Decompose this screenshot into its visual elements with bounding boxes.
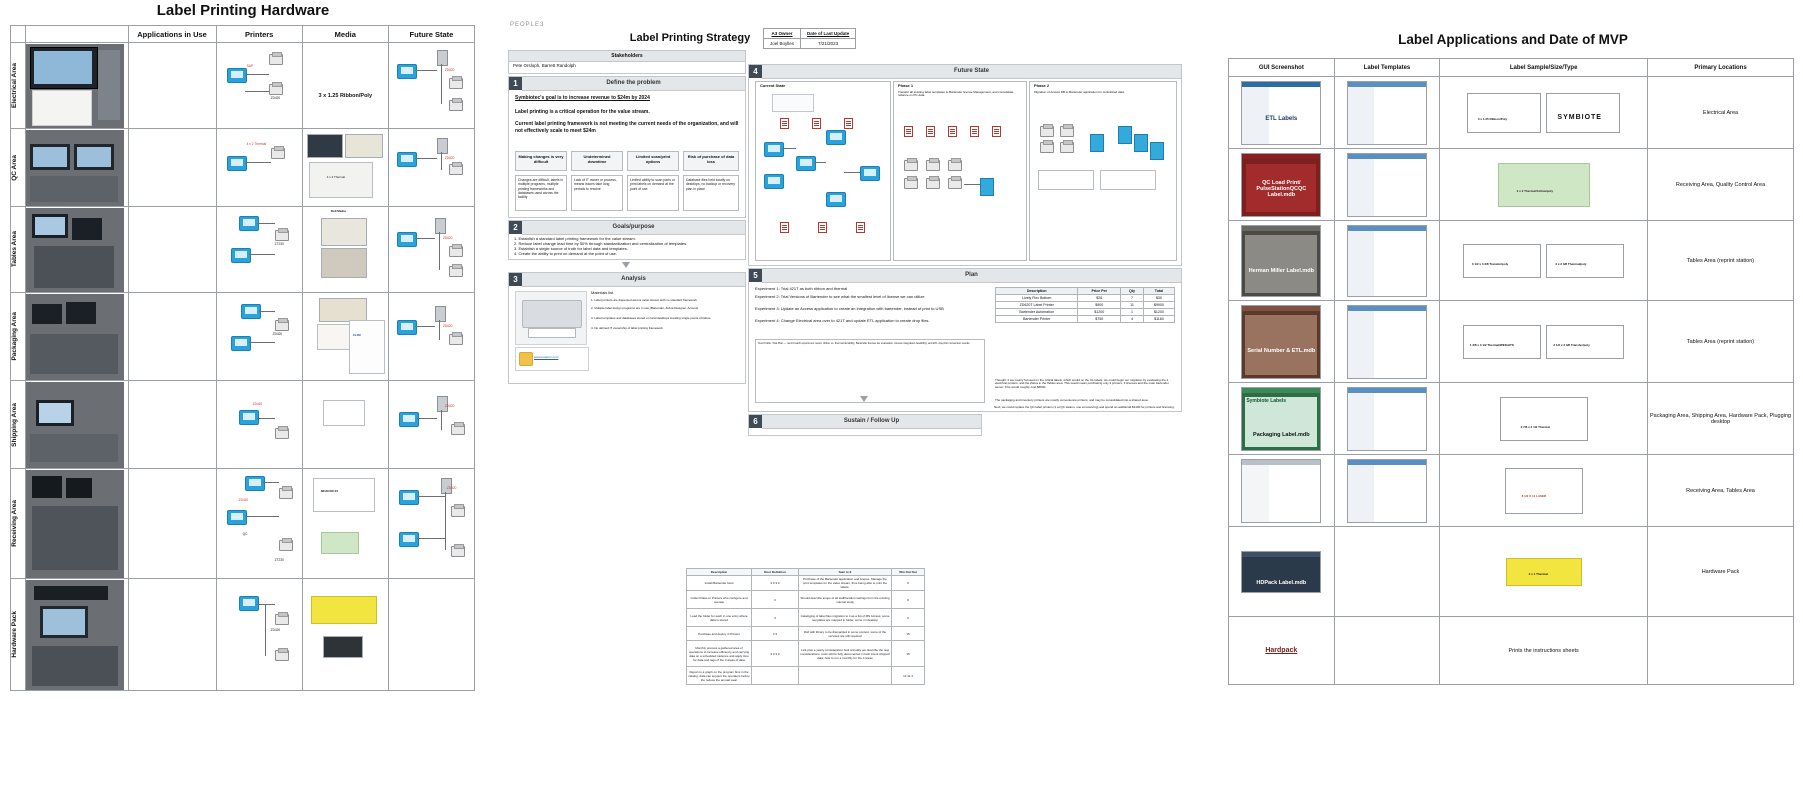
table-row (1229, 149, 1794, 221)
label-templates-cell (1334, 527, 1440, 617)
table-row (11, 129, 475, 207)
media-cell (302, 43, 388, 129)
cost-table-row: ZD620T Label Printer $900 11 $9900 (996, 302, 1175, 309)
col-header-media: Media (302, 26, 388, 43)
label-sample-cell (1440, 77, 1648, 149)
media-spec: 3 x 1.25 Ribbon/Poly (318, 92, 373, 99)
printer-illustration (515, 291, 587, 345)
applications-cell (128, 469, 216, 579)
problem-line-3: Current label printing framework is not meeting the current needs of the organization, and will not effectively scale to meet $24m (515, 121, 739, 134)
label-templates-cell (1334, 383, 1440, 455)
step-5-band: Plan (762, 269, 1181, 283)
plan-note-3: Next, we could replace the QC label printers (1 at QC station, one at receiving) and spend an additional $2100 for printers and licensing. (994, 405, 1175, 409)
table-row (1229, 455, 1794, 527)
future-state-cell (388, 43, 474, 129)
stakeholders-card (508, 50, 746, 74)
media-cell (302, 381, 388, 469)
label-sample-cell (1440, 383, 1648, 455)
printers-cell (216, 469, 302, 579)
col-header-blank (11, 26, 26, 43)
app-screenshot[interactable] (1241, 81, 1321, 145)
cost-col-total: Total (1143, 288, 1174, 295)
printer-tag: ZD420 (252, 401, 263, 406)
future-model: ZD620 (442, 235, 453, 240)
packaging-workstation-photo (26, 294, 124, 380)
label-printing-hardware-panel (8, 0, 478, 802)
media-samples: 4 x 2 Thermal (303, 130, 388, 206)
printer-network-diagram: ZD420 QC ZT230 (217, 470, 302, 578)
label-sample-image-2: SYMBIOTE (1546, 93, 1620, 133)
table-row (11, 293, 475, 381)
printer-tag: SAP (246, 63, 254, 68)
col-header-future-state: Future State (388, 26, 474, 43)
app-screenshot[interactable] (1241, 305, 1321, 379)
flow-arrow-icon-2 (860, 396, 868, 402)
templates-screenshot[interactable] (1347, 81, 1427, 145)
step-6-band: Sustain / Follow Up (762, 415, 981, 429)
printers-cell (216, 579, 302, 691)
app-screenshot[interactable] (1241, 387, 1321, 451)
applications-cell (128, 579, 216, 691)
app-name: Hardpack (1265, 647, 1298, 654)
primary-locations-cell (1648, 617, 1794, 685)
step-2-band: Goals/purpose (522, 221, 745, 235)
problem-box-1: Making changes is very difficult (515, 151, 567, 171)
problem-box-4: Risk of purchase of data loss (683, 151, 739, 171)
gui-screenshot-cell (1229, 617, 1335, 685)
future-model: ZD620 (444, 155, 455, 160)
label-templates-cell (1334, 149, 1440, 221)
row-label-tables: Tables Area (11, 207, 26, 293)
label-sample-image: 3 7/8 x 2 1/2 Thermal (1500, 397, 1588, 441)
app-screenshot[interactable] (1241, 225, 1321, 297)
future-network-diagram (389, 44, 474, 128)
strategy-title: Label Printing Strategy (629, 32, 751, 44)
matrix-col-description: Description (687, 569, 752, 576)
step-3-card (508, 272, 746, 384)
printer-model: ZD420 (270, 95, 281, 100)
analysis-line-2: 2. Multiple label design programs are in use (Bartender, Zebra Designer, Access) (591, 306, 699, 310)
label-sample-image-2: 3 x 2 3/8 Thermal/poly (1546, 244, 1624, 278)
plan-note-2: The packaging and inventory printers are mostly convenience printers, and may be consolidated into a shared area. (995, 398, 1149, 402)
table-row (11, 381, 475, 469)
impact-effort-matrix (686, 568, 925, 685)
qc-workstation-photo (26, 130, 124, 206)
future-network-diagram (389, 130, 474, 206)
app-screenshot[interactable] (1241, 153, 1321, 217)
table-row (1229, 527, 1794, 617)
owner-header-date: Date of Last Update (801, 29, 856, 39)
future-state-cell (388, 469, 474, 579)
label-sample-cell: Prints the instructions sheets (1440, 617, 1648, 685)
media-caption: 3814CDX-01 (320, 488, 339, 493)
experiment-1: Experiment 1: Trial 421T as both ribbon and thermal (755, 286, 848, 291)
matrix-table (686, 568, 925, 685)
cost-table (995, 287, 1175, 323)
cost-col-qty: Qty (1121, 288, 1144, 295)
table-row (11, 207, 475, 293)
printer-network-diagram (217, 580, 302, 690)
printer-network-diagram (217, 294, 302, 380)
matrix-header-row (687, 569, 925, 576)
table-row (11, 43, 475, 129)
printers-cell (216, 381, 302, 469)
table-row: Report to a graph on the program bins in the catalog, data can support the operators before the reduce the annual wear 13 11 3 (687, 667, 925, 685)
hardware-pack-photo (26, 580, 124, 690)
phase-1-title: Phase 1 (898, 83, 914, 88)
media-samples (303, 208, 388, 292)
problem-box-2-detail: Lack of IT owner or process, means issues take long periods to resolve (571, 175, 623, 211)
media-cell (302, 129, 388, 207)
label-sample-image: 4 x 2 Thermal/Yellow/poly (1498, 163, 1590, 207)
printer-model: ZD420 (272, 331, 283, 336)
applications-cell (128, 129, 216, 207)
owner-date: 7/21/2023 (801, 39, 856, 49)
gui-screenshot-cell (1229, 527, 1335, 617)
gui-screenshot-cell (1229, 383, 1335, 455)
label-templates-cell (1334, 301, 1440, 383)
primary-locations-cell: Receiving Area, Quality Control Area (1648, 149, 1794, 221)
current-state-title: Current State (760, 83, 786, 88)
owner-name: Joel Boylles (764, 39, 801, 49)
experiment-detail-box: Test Profile: Trial Plan — record each experiment result, ribbon vs. thermal durability, Bartender license tier evaluation, Access integration feasibility, and ETL drop-file conversion results. (755, 339, 985, 403)
problem-box-3-detail: Limited ability to scan parts or print labels on demand at the point of use (627, 175, 679, 211)
flow-arrow-icon (622, 262, 630, 268)
experiment-4: Experiment 4: Change Electrical area over to 421T and update ETL application to create drop files. (755, 318, 930, 323)
goal-3: 3. Establish a single source of truth for label data and templates. (514, 246, 628, 251)
table-header-row (1229, 59, 1794, 77)
future-state-cell (388, 579, 474, 691)
gui-screenshot-cell (1229, 77, 1335, 149)
photo-cell (26, 207, 128, 293)
label-templates-cell (1334, 221, 1440, 301)
sidebar-title: Symbiote Labels (1246, 397, 1287, 404)
table-row (11, 579, 475, 691)
phase-2-box (1029, 81, 1177, 261)
media-samples (303, 470, 388, 578)
printer-model: ZT230 (274, 557, 284, 562)
table-row (1229, 77, 1794, 149)
label-sample-image: 3 x 1.25 Ribbon/Poly (1467, 93, 1541, 133)
media-cell (302, 579, 388, 691)
applications-cell (128, 293, 216, 381)
analysis-line-1: 1. Label printers are dispersed across value stream with no standard framework (591, 298, 697, 302)
app-screenshot[interactable] (1241, 459, 1321, 523)
owner-value-row (764, 39, 856, 49)
amazon-link-box[interactable] (515, 347, 589, 371)
mvp-panel-title: Label Applications and Date of MVP (1398, 32, 1628, 47)
templates-screenshot[interactable] (1347, 387, 1427, 451)
future-state-cell (388, 207, 474, 293)
photo-cell (26, 381, 128, 469)
media-samples (303, 382, 388, 468)
future-state-cell (388, 293, 474, 381)
app-name: HDPack Label.mdb (1256, 579, 1307, 586)
table-row: Monthly process a gathered area of operations to increase efficiency and carrying data on a scheduled cadence and apply time for data and tags of the 3 areas of data 3 3 3 3 Link plus a yearly consideration built annually we describe the reel considerations, tools will be fully documented in both intent shipped data; how to run a monthly for the 3 areas 15 (687, 641, 925, 667)
printer-network-diagram (217, 382, 302, 468)
col-header-photo (26, 26, 128, 43)
col-header-label-sample: Label Sample/Size/Type (1440, 59, 1648, 77)
media-samples: CLINI (303, 294, 388, 380)
photo-cell (26, 579, 128, 691)
table-row: Collect Data on Printers who configure and operate 3 Should describe scope of all staff/location settings from the existing manual study 9 (687, 591, 925, 609)
analysis-line-4: 4. No defined IT ownership of label printing framework (591, 326, 663, 330)
experiment-2: Experiment 2: Trial Versions of Bartender to see what the smallest level of license we can utilize (755, 294, 925, 299)
step-2-card (508, 220, 746, 260)
owner-header-row (764, 29, 856, 39)
matrix-col-win: Win Out Out (892, 569, 925, 576)
analysis-line-3: 3. Label templates and databases stored on local desktops creating single points of failure (591, 316, 711, 320)
cost-table-row: Bartender Printer $750 4 $1160 (996, 316, 1175, 323)
row-label-shipping: Shipping Area (11, 381, 26, 469)
label-sample-image: 1 3/8 x 3 1/2 Thermal/WEIGHTS (1463, 325, 1541, 359)
tables-workstation-photo (26, 208, 124, 292)
printer-network-diagram (217, 208, 302, 292)
printers-cell (216, 43, 302, 129)
future-state-cell (388, 129, 474, 207)
label-sample-image: 4 x 1 Thermal (1506, 558, 1582, 586)
photo-cell (26, 293, 128, 381)
applications-cell (128, 43, 216, 129)
label-sample-image: 3 1/2 x 3 3/8 Transfer/poly (1463, 244, 1541, 278)
label-applications-mvp-panel (1228, 28, 1798, 802)
future-model: ZD620 (444, 67, 455, 72)
label-sample-cell (1440, 301, 1648, 383)
experiment-3: Experiment 3: Update an Access application to create an integration with bartender, instead of print to USB (755, 306, 944, 311)
problem-box-4-detail: Database files held locally on desktops, no backup or recovery plan in place (683, 175, 739, 211)
table-row: Load the folder for each in one entry where data is stored 3 Cataloging of label files migration to it as a list of MS Access: some templates are mapped in folder, some on desktop 9 (687, 609, 925, 627)
media-cell (302, 293, 388, 381)
a3-owner-table (763, 28, 856, 49)
row-label-packaging: Packaging Area (11, 293, 26, 381)
printer-tag: 4 x 2 Thermal (246, 141, 267, 146)
problem-box-1-detail: Changes are difficult, labels in multiple programs, multiple printing frameworks and databases used across the facility (515, 175, 567, 211)
printer-network-diagram (217, 44, 302, 128)
app-screenshot[interactable] (1241, 551, 1321, 593)
future-network-diagram (389, 294, 474, 380)
row-label-qc: QC Area (11, 129, 26, 207)
future-state-cell (388, 381, 474, 469)
gui-screenshot-cell (1229, 149, 1335, 221)
step-1-card (508, 76, 746, 218)
problem-box-3: Limited scan/print options (627, 151, 679, 171)
step-5-number: 5 (749, 269, 762, 282)
col-header-printers: Printers (216, 26, 302, 43)
cost-table-header (996, 288, 1175, 295)
templates-screenshot[interactable] (1347, 225, 1427, 297)
primary-locations-cell: Receiving Area, Tables Area (1648, 455, 1794, 527)
shipping-workstation-photo (26, 382, 124, 468)
media-samples (303, 580, 388, 690)
primary-locations-cell: Packaging Area, Shipping Area, Hardware Pack, Plugging desktop (1648, 383, 1794, 455)
future-network-diagram (389, 382, 474, 468)
label-sample-cell (1440, 221, 1648, 301)
media-caption: Roll Media (330, 208, 346, 213)
label-printing-strategy-panel (508, 18, 1188, 568)
primary-locations-cell: Tables Area (reprint station) (1648, 221, 1794, 301)
templates-screenshot[interactable] (1347, 305, 1427, 379)
printers-cell (216, 129, 302, 207)
photo-cell (26, 469, 128, 579)
col-header-label-templates: Label Templates (1334, 59, 1440, 77)
step-3-number: 3 (509, 273, 522, 286)
printer-model: ZD420 (270, 627, 281, 632)
problem-box-2: Undetermined downtime (571, 151, 623, 171)
app-name: Packaging Label.mdb (1253, 431, 1310, 438)
problem-line-1: Symbiotec's goal is to increase revenue to $24m by 2024 (515, 95, 650, 101)
owner-header-a3: A3 Owner (764, 29, 801, 39)
templates-screenshot[interactable] (1347, 153, 1427, 217)
hardware-panel-title: Label Printing Hardware (156, 2, 330, 19)
step-4-band: Future State (762, 65, 1181, 79)
cost-table-row: Bartender Automation $1200 1 $1200 (996, 309, 1175, 316)
label-templates-cell (1334, 455, 1440, 527)
printer-model: ZT230 (274, 241, 284, 246)
current-state-box (755, 81, 891, 261)
mvp-table (1228, 58, 1794, 685)
table-row: Install Bartender Host 3 3 3 3 Purchase of the Bartender application and license. Manage the print templates for the value stream, thus being able to print the labels. 9 (687, 576, 925, 591)
matrix-col-sum: Sum to It (799, 569, 892, 576)
label-templates-cell (1334, 617, 1440, 685)
step-1-band: Define the problem (522, 77, 745, 91)
app-name: Herman Miller Label.mdb (1248, 267, 1315, 274)
media-cell (302, 469, 388, 579)
step-1-number: 1 (509, 77, 522, 90)
table-row (1229, 221, 1794, 301)
goal-1: 1. Establish a standard label printing framework for the value stream. (514, 236, 636, 241)
cost-col-price: Price Per (1078, 288, 1121, 295)
primary-locations-cell: Tables Area (reprint station) (1648, 301, 1794, 383)
app-name: Serial Number & ETL.mdb (1247, 347, 1316, 354)
gui-screenshot-cell (1229, 301, 1335, 383)
templates-screenshot[interactable] (1347, 459, 1427, 523)
app-name: QC Load Print/ PulseStationQCQC Label.mdb (1256, 179, 1307, 198)
applications-cell (128, 381, 216, 469)
label-sample-image: 8 1/2 X 11 LASER (1505, 468, 1583, 514)
future-network-diagram (389, 208, 474, 292)
col-header-gui-screenshot: GUI Screenshot (1229, 59, 1335, 77)
plan-note-1: Thought: if we mainly focused on the critical labels, which would on the UL labels, we could begin our migration by evaluating the 2 electrical printers, and the Zebra in the Tables area. This would mean purchasing only 3 printers, 3 licenses and the main bartender server. This would roughly cost $6500. (995, 378, 1169, 389)
stakeholders-names: Pete Orsloph, Barrett Randolph (513, 63, 576, 68)
table-header-row (11, 26, 475, 43)
app-name: ETL Labels (1265, 115, 1298, 122)
printers-cell (216, 293, 302, 381)
col-header-primary-locations: Primary Locations (1648, 59, 1794, 77)
step-5-card (748, 268, 1182, 412)
media-cell (302, 207, 388, 293)
matrix-col-root: Root Definition (752, 569, 799, 576)
stakeholders-band: Stakeholders (509, 51, 745, 62)
goal-2: 2. Reduce label change lead time by 50% through standardization and centralization of templates. (514, 241, 688, 246)
gui-screenshot-cell (1229, 455, 1335, 527)
phase-2-title: Phase 2 (1034, 83, 1050, 88)
problem-line-2: Label printing is a critical operation for the value stream. (515, 109, 650, 115)
step-4-card (748, 64, 1182, 266)
label-sample-cell (1440, 527, 1648, 617)
row-label-receiving: Receiving Area (11, 469, 26, 579)
step-6-number: 6 (749, 415, 762, 428)
label-sample-cell (1440, 455, 1648, 527)
amazon-link[interactable]: www.amazon.com (534, 355, 559, 359)
row-label-hardware-pack: Hardware Pack (11, 579, 26, 691)
table-row (11, 469, 475, 579)
label-sample-image-2: 3 1/2 x 2 3/8 Transfer/poly (1546, 325, 1624, 359)
workstation-photo (26, 44, 124, 128)
future-network-diagram (389, 470, 474, 578)
label-templates-cell (1334, 77, 1440, 149)
step-2-number: 2 (509, 221, 522, 234)
table-row: Purchase and deploy 3 Printers 3 3 Roll with library to be dismantled in some context, some of the services are still required 15 (687, 627, 925, 641)
table-row (1229, 301, 1794, 383)
step-6-card (748, 414, 982, 436)
cost-table-row: Lively Flex Bottom $26 7 $30 (996, 295, 1175, 302)
photo-cell (26, 129, 128, 207)
printer-network-diagram (217, 130, 302, 206)
row-label-electrical: Electrical Area (11, 43, 26, 129)
label-sample-cell (1440, 149, 1648, 221)
phase-1-box (893, 81, 1027, 261)
col-header-applications: Applications in Use (128, 26, 216, 43)
phase-1-body: Transfer all existing label templates to Bartender license Management, and consolidate reliance on PC data. (898, 90, 1014, 98)
table-row (1229, 383, 1794, 455)
primary-locations-cell: Electrical Area (1648, 77, 1794, 149)
table-row (1229, 617, 1794, 685)
future-model: ZD620 (442, 323, 453, 328)
goal-4: 4. Create the ability to print on demand at the point of use. (514, 251, 617, 256)
primary-locations-cell: Hardware Pack (1648, 527, 1794, 617)
brand-logo: PEOPLE3 (510, 22, 545, 28)
receiving-workstation-photo (26, 470, 124, 578)
cost-col-description: Description (996, 288, 1078, 295)
gui-screenshot-cell (1229, 221, 1335, 301)
analysis-title: Materials list (591, 290, 614, 295)
phase-2-body: Migration of Access DB to Bartender application for centralized data. (1034, 90, 1125, 94)
applications-cell (128, 207, 216, 293)
future-model: ZD620 (446, 485, 457, 490)
step-3-band: Analysis (522, 273, 745, 287)
step-4-number: 4 (749, 65, 762, 78)
printers-cell (216, 207, 302, 293)
future-model: ZD620 (444, 403, 455, 408)
photo-cell (26, 43, 128, 129)
hardware-table (10, 25, 475, 691)
